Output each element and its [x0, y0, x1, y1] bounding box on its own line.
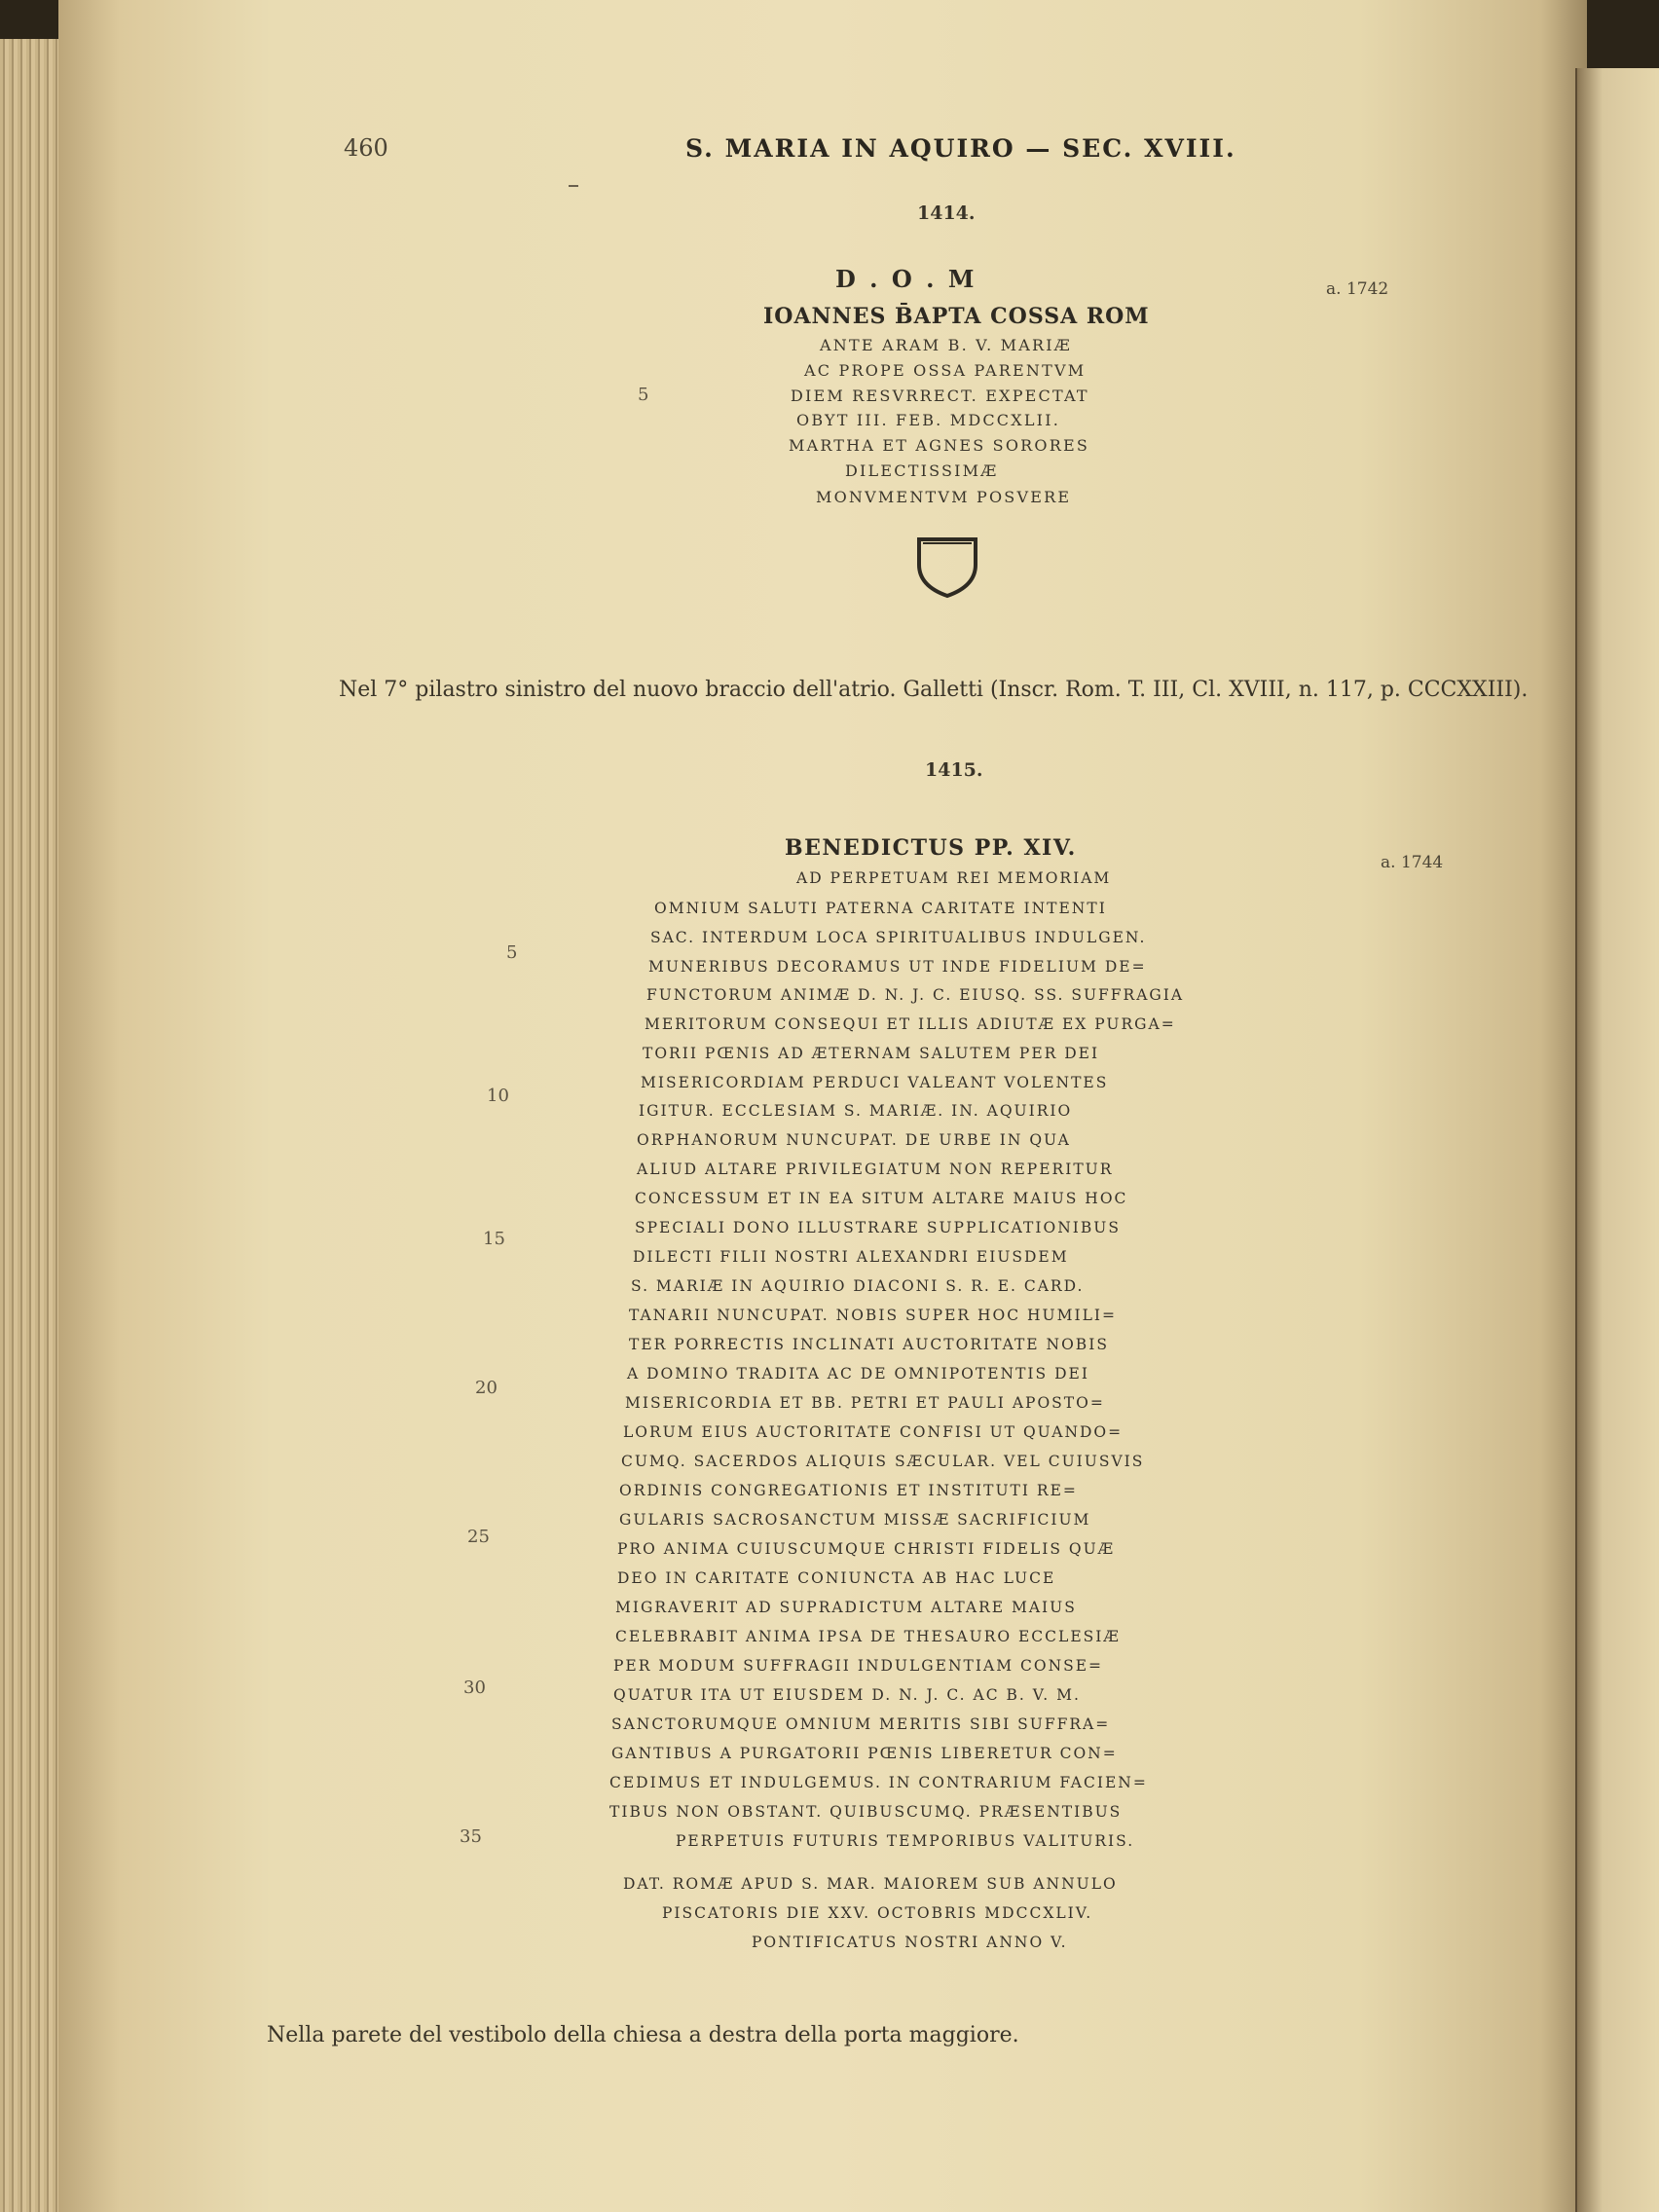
entry-date: a. 1742 [1326, 279, 1389, 299]
inscription-line: PERPETUIS FUTURIS TEMPORIBUS VALITURIS. [676, 1832, 1135, 1850]
entry-date: a. 1744 [1381, 853, 1444, 872]
inscription-line: ORPHANORUM NUNCUPAT. DE URBE IN QUA [637, 1131, 1071, 1149]
inscription-line: CONCESSUM ET IN EA SITUM ALTARE MAIUS HOC [635, 1190, 1128, 1207]
inscription-line: D . O . M [835, 265, 977, 293]
inscription-line: DIEM RESVRRECT. EXPECTAT [791, 387, 1089, 405]
inscription-line: TIBUS NON OBSTANT. QUIBUSCUMQ. PRÆSENTIBUS [609, 1803, 1123, 1821]
inscription-line: A DOMINO TRADITA AC DE OMNIPOTENTIS DEI [627, 1365, 1089, 1382]
inscription-line: TORII PŒNIS AD ÆTERNAM SALUTEM PER DEI [643, 1045, 1100, 1062]
inscription-line: TANARII NUNCUPAT. NOBIS SUPER HOC HUMILI= [629, 1307, 1117, 1324]
inscription-line: DILECTI FILII NOSTRI ALEXANDRI EIUSDEM [633, 1248, 1069, 1266]
running-title: S. MARIA IN AQUIRO — SEC. XVIII. [685, 134, 1236, 163]
line-number: 35 [460, 1826, 482, 1847]
line-number: 5 [506, 942, 518, 963]
inscription-line: ORDINIS CONGREGATIONIS ET INSTITUTI RE= [619, 1482, 1078, 1499]
inscription-line: S. MARIÆ IN AQUIRIO DIACONI S. R. E. CARD. [631, 1277, 1085, 1295]
facing-page [1575, 68, 1659, 2212]
mark [569, 185, 578, 187]
inscription-line: AC PROPE OSSA PARENTVM [804, 361, 1087, 380]
inscription-line: MERITORUM CONSEQUI ET ILLIS ADIUTÆ EX PURGA= [645, 1015, 1176, 1033]
line-number: 20 [475, 1378, 498, 1398]
inscription-line: GANTIBUS A PURGATORII PŒNIS LIBERETUR CON= [611, 1745, 1118, 1762]
inscription-line: PER MODUM SUFFRAGII INDULGENTIAM CONSE= [613, 1657, 1104, 1675]
inscription-line: BENEDICTUS PP. XIV. [785, 835, 1077, 861]
inscription-line: IGITUR. ECCLESIAM S. MARIÆ. IN. AQUIRIO [639, 1102, 1073, 1120]
inscription-line: AD PERPETUAM REI MEMORIAM [796, 869, 1112, 887]
inscription-line: FUNCTORUM ANIMÆ D. N. J. C. EIUSQ. SS. SUFFRAGIA [646, 986, 1185, 1004]
entry-number: 1415. [925, 759, 983, 781]
inscription-line: MUNERIBUS DECORAMUS UT INDE FIDELIUM DE= [648, 958, 1147, 976]
inscription-line: GULARIS SACROSANCTUM MISSÆ SACRIFICIUM [619, 1511, 1091, 1529]
inscription-line: MISERICORDIA ET BB. PETRI ET PAULI APOSTO= [625, 1394, 1105, 1412]
inscription-line: ANTE ARAM B. V. MARIÆ [820, 336, 1072, 354]
entry-number: 1414. [917, 203, 976, 224]
source-note: Nel 7° pilastro sinistro del nuovo braccio dell'atrio. Galletti (Inscr. Rom. T. III, Cl. XVIII, n. 117, p. CCCXXIII). [339, 678, 1529, 702]
inscription-line: CUMQ. SACERDOS ALIQUIS SÆCULAR. VEL CUIUSVIS [621, 1453, 1145, 1470]
inscription-line: DEO IN CARITATE CONIUNCTA AB HAC LUCE [617, 1569, 1056, 1587]
inscription-line: PRO ANIMA CUIUSCUMQUE CHRISTI FIDELIS QUÆ [617, 1540, 1116, 1558]
inscription-line: DAT. ROMÆ APUD S. MAR. MAIOREM SUB ANNULO [623, 1875, 1118, 1893]
inscription-line: MARTHA ET AGNES SORORES [789, 436, 1089, 455]
line-number: 10 [487, 1086, 509, 1106]
page-number: 460 [344, 134, 388, 162]
line-number: 30 [463, 1677, 486, 1698]
source-note: Nella parete del vestibolo della chiesa a destra della porta maggiore. [267, 2023, 1019, 2047]
inscription-line: OBYT III. FEB. MDCCXLII. [796, 411, 1060, 429]
line-number: 5 [638, 385, 649, 405]
line-number: 25 [467, 1527, 490, 1547]
inscription-line: SANCTORUMQUE OMNIUM MERITIS SIBI SUFFRA= [611, 1715, 1111, 1733]
inscription-line: SPECIALI DONO ILLUSTRARE SUPPLICATIONIBUS [635, 1219, 1121, 1236]
inscription-line: OMNIUM SALUTI PATERNA CARITATE INTENTI [654, 900, 1107, 917]
inscription-line: PONTIFICATUS NOSTRI ANNO V. [752, 1934, 1068, 1951]
inscription-line: SAC. INTERDUM LOCA SPIRITUALIBUS INDULGEN. [650, 929, 1147, 946]
inscription-line: MISERICORDIAM PERDUCI VALEANT VOLENTES [641, 1074, 1109, 1091]
inscription-line: MONVMENTVM POSVERE [816, 488, 1072, 506]
inscription-line: MIGRAVERIT AD SUPRADICTUM ALTARE MAIUS [615, 1599, 1077, 1616]
inscription-line: DILECTISSIMÆ [845, 461, 999, 480]
inscription-line: ALIUD ALTARE PRIVILEGIATUM NON REPERITUR [637, 1161, 1114, 1178]
line-number: 15 [483, 1229, 505, 1249]
inscription-line: QUATUR ITA UT EIUSDEM D. N. J. C. AC B. V. M. [613, 1686, 1081, 1704]
inscription-line: TER PORRECTIS INCLINATI AUCTORITATE NOBIS [629, 1336, 1109, 1353]
inscription-line: PISCATORIS DIE XXV. OCTOBRIS MDCCXLIV. [662, 1904, 1093, 1922]
inscription-line: IOANNES B̄APTA COSSA ROM [763, 304, 1150, 329]
inscription-line: LORUM EIUS AUCTORITATE CONFISI UT QUANDO= [623, 1423, 1124, 1441]
inscription-line: CELEBRABIT ANIMA IPSA DE THESAURO ECCLESIÆ [615, 1628, 1121, 1645]
shield-icon [913, 535, 981, 600]
inscription-line: CEDIMUS ET INDULGEMUS. IN CONTRARIUM FACIEN= [609, 1774, 1148, 1791]
